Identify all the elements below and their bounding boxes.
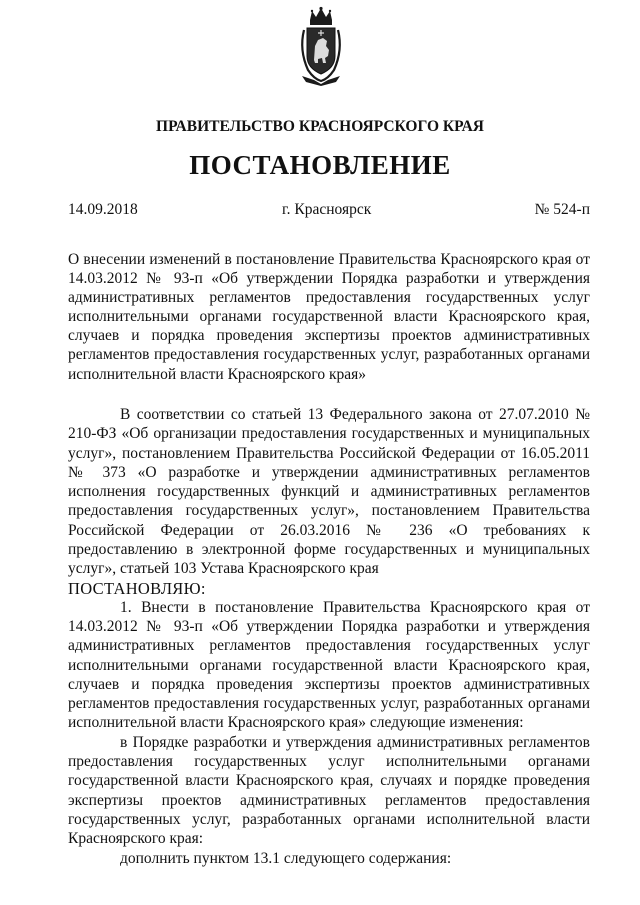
item-1-add-paragraph: дополнить пунктом 13.1 следующего содержания:	[120, 849, 452, 867]
item-1-paragraph: 1. Внести в постановление Правительства Красноярского края от 14.03.2012 № 93-п «Об утверждении Порядка разработки и утверждения административных регламентов предоставления государственных услуг исполнительными органами государственной власти Красноярского края, случаев и порядка проведения экспертизы проектов административных регламентов предоставления государственных услуг, разработанных органами исполнительной власти Красноярского края» следующие изменения:	[68, 598, 590, 732]
item-1-sub-paragraph: в Порядке разработки и утверждения административных регламентов предоставления государственных услуг исполнительными органами государственной власти Красноярского края, случаях и порядке проведения экспертизы проектов административных регламентов предоставления государственных услуг, разработанных органами исполнительной власти Красноярского края:	[68, 733, 590, 848]
document-meta-row	[68, 201, 590, 221]
preamble-paragraph: В соответствии со статьей 13 Федерального закона от 27.07.2010 № 210-ФЗ «Об организации предоставления государственных и муниципальных услуг», постановлением Правительства Российской Федерации от 16.05.2011 № 373 «О разработке и утверждении административных регламентов исполнения государственных функций и административных регламентов предоставления государственных услуг», постановлением Правительства Российской Федерации от 26.03.2016 № 236 «О требованиях к предоставлению в электронной форме государственных и муниципальных услуг», статьей 103 Устава Красноярского края	[68, 406, 590, 578]
document-number: № 524-п	[534, 201, 590, 218]
document-date: 14.09.2018	[68, 201, 138, 218]
document-body	[68, 405, 590, 868]
krasnoyarsk-coat-of-arms-icon	[296, 6, 346, 86]
government-title: ПРАВИТЕЛЬСТВО КРАСНОЯРСКОГО КРАЯ	[156, 118, 484, 135]
document-type-title: ПОСТАНОВЛЕНИЕ	[189, 150, 451, 180]
document-subject: О внесении изменений в постановление Правительства Красноярского края от 14.03.2012 № 93-п «Об утверждении Порядка разработки и утверждения административных регламентов предоставления государственных услуг исполнительными органами государственной власти Красноярского края, случаев и порядка проведения экспертизы проектов административных регламентов предоставления государственных услуг, разработанных органами исполнительной власти Красноярского края»	[68, 251, 590, 383]
document-city: г. Красноярск	[282, 201, 372, 218]
resolve-word: ПОСТАНОВЛЯЮ:	[68, 578, 206, 598]
